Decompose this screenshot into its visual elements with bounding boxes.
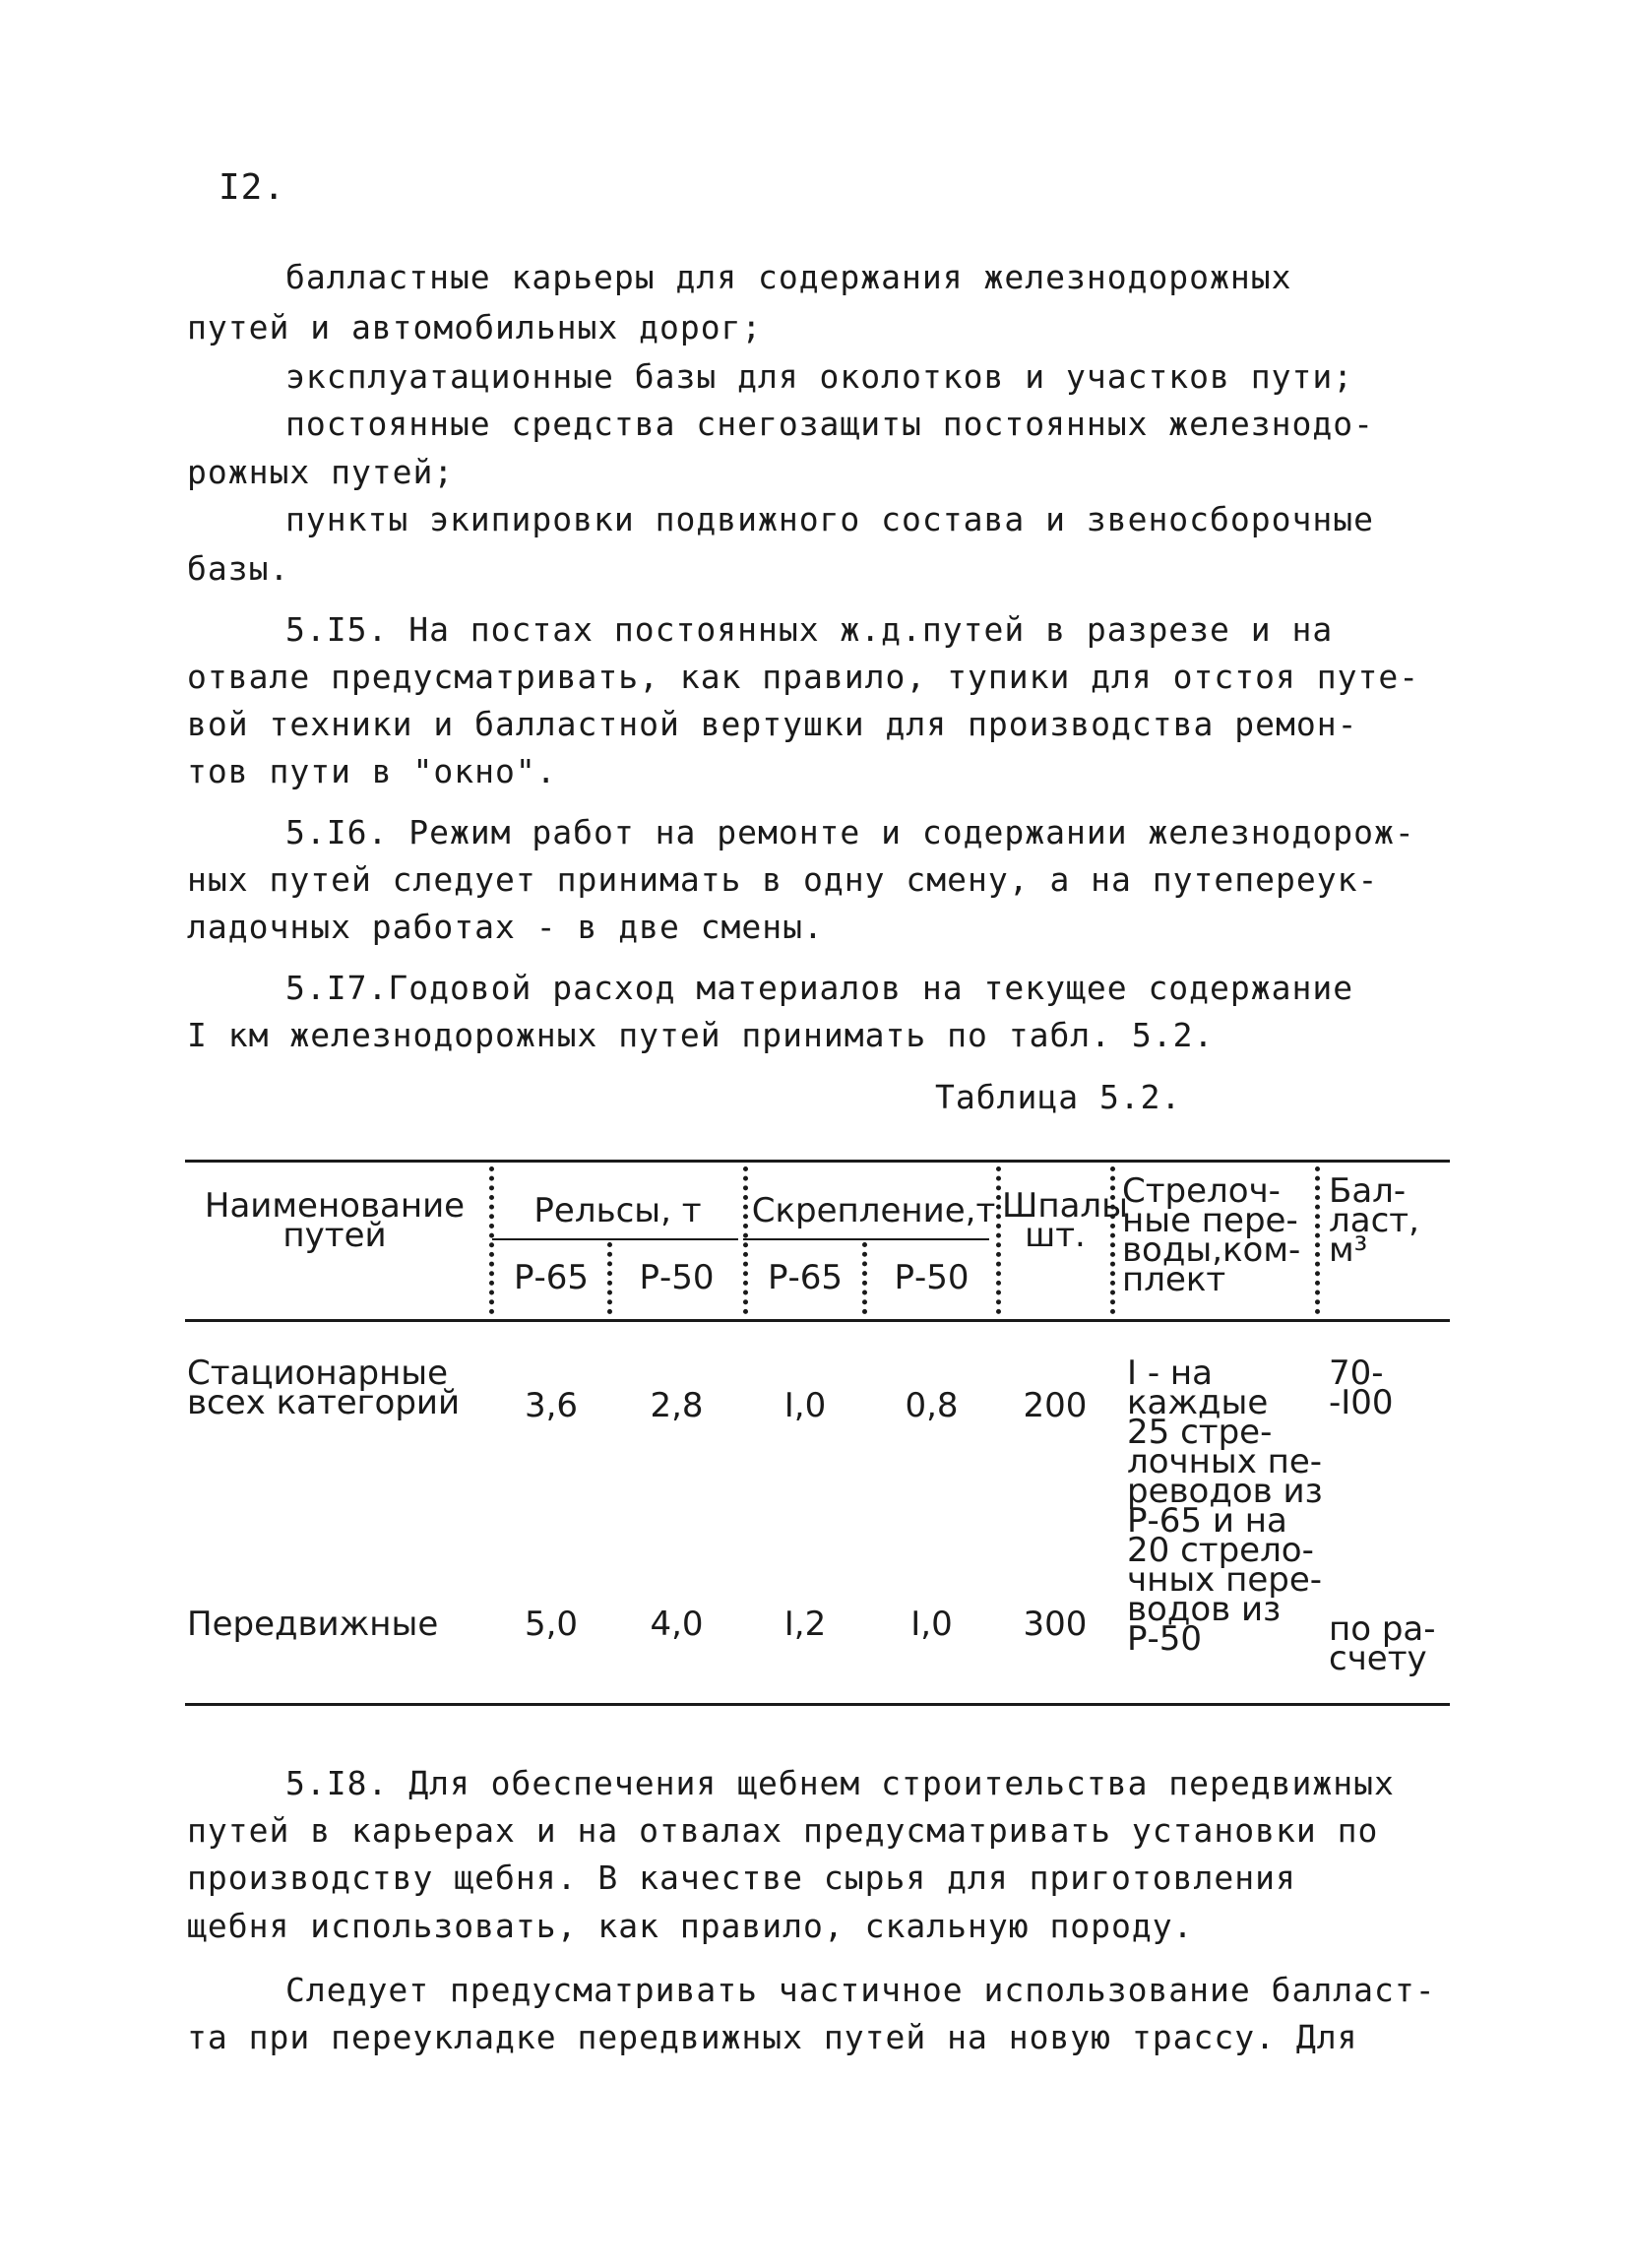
column-separator	[607, 1242, 612, 1314]
cell-fastening-r50: I,0	[910, 1605, 953, 1644]
page-number: I2.	[219, 167, 286, 208]
header-name-line: путей	[282, 1216, 387, 1255]
text-line: путей в карьерах и на отвалах предусматривать установки по	[187, 1811, 1379, 1850]
text-line: 5.I8. Для обеспечения щебнем строительства передвижных	[285, 1764, 1395, 1802]
header-sleepers-line: Шпалы	[1002, 1186, 1128, 1226]
text-line: путей и автомобильных дорог;	[187, 308, 763, 346]
cell-switches-line: 25 стре-	[1127, 1413, 1273, 1452]
cell-switches-line: Р-65 и на	[1127, 1501, 1287, 1541]
row-name: Передвижные	[187, 1605, 439, 1644]
row-name	[187, 1354, 461, 1422]
text-line: ладочных работах - в две смены.	[187, 908, 824, 946]
cell-rails-r65: 5,0	[524, 1605, 579, 1644]
text-line: 5.I7.Годовой расход материалов на текущее содержание	[285, 969, 1354, 1007]
table-header-rule	[185, 1319, 1450, 1322]
text-line: Следует предусматривать частичное использование балласт-	[285, 1971, 1436, 2009]
cell-switches-line: водов из	[1127, 1590, 1282, 1629]
table-caption: Таблица 5.2.	[935, 1078, 1182, 1116]
header-rails-r65: Р-65	[513, 1258, 590, 1297]
text-line: вой техники и балластной вертушки для производства ремон-	[187, 705, 1358, 743]
row-name-line: Стационарные	[187, 1354, 449, 1393]
cell-rails-r65: 3,6	[524, 1386, 579, 1425]
cell-switches	[1127, 1354, 1323, 1659]
header-switches	[1122, 1171, 1314, 1299]
column-separator	[489, 1166, 494, 1314]
header-switches-line: воды,ком-	[1122, 1230, 1301, 1270]
table-top-rule	[185, 1160, 1450, 1163]
text-line: базы.	[187, 549, 290, 588]
cell-ballast	[1329, 1609, 1436, 1678]
header-ballast	[1329, 1171, 1447, 1270]
text-line: отвале предусматривать, как правило, тупики для отстоя путе-	[187, 658, 1420, 696]
cell-ballast	[1329, 1354, 1394, 1422]
cell-ballast-line: счету	[1329, 1639, 1427, 1678]
header-name-line: Наименование	[204, 1186, 466, 1226]
cell-fastening-r65: I,2	[783, 1605, 827, 1644]
text-line: I км железнодорожных путей принимать по табл. 5.2.	[187, 1016, 1215, 1054]
text-line: постоянные средства снегозащиты постоянных железнодо-	[285, 405, 1374, 443]
header-sleepers-line: шт.	[1025, 1216, 1086, 1255]
header-rails: Рельсы, т	[533, 1191, 702, 1230]
text-line: та при переукладке передвижных путей на новую трассу. Для	[187, 2018, 1358, 2056]
header-rails-r50: Р-50	[639, 1258, 715, 1297]
header-ballast-line: м³	[1329, 1230, 1368, 1270]
header-sleepers	[1002, 1186, 1128, 1255]
header-fastening-r50: Р-50	[894, 1258, 970, 1297]
cell-fastening-r50: 0,8	[905, 1386, 959, 1425]
header-name	[187, 1186, 482, 1255]
table-bottom-rule	[185, 1703, 1450, 1706]
text-line: ных путей следует принимать в одну смену, а на путепереук-	[187, 860, 1379, 899]
cell-switches-line: 20 стрело-	[1127, 1531, 1314, 1570]
cell-rails-r50: 4,0	[650, 1605, 704, 1644]
rails-subheader-rule	[492, 1238, 738, 1240]
column-separator	[743, 1166, 748, 1314]
text-line: тов пути в "окно".	[187, 752, 557, 790]
cell-switches-line: лочных пе-	[1127, 1442, 1323, 1481]
header-switches-line: плект	[1122, 1260, 1226, 1299]
cell-switches-line: Р-50	[1127, 1619, 1203, 1659]
cell-switches-line: реводов из	[1127, 1472, 1323, 1511]
cell-switches-line: каждые	[1127, 1383, 1269, 1422]
column-separator	[996, 1166, 1001, 1314]
header-fastening-r65: Р-65	[767, 1258, 844, 1297]
header-fastening: Скрепление,т	[751, 1191, 996, 1230]
fastening-subheader-rule	[743, 1238, 989, 1240]
cell-fastening-r65: I,0	[783, 1386, 827, 1425]
text-line: рожных путей;	[187, 453, 455, 491]
cell-ballast-line: по ра-	[1329, 1609, 1436, 1649]
cell-switches-line: чных пере-	[1127, 1560, 1323, 1600]
text-line: балластные карьеры для содержания железнодорожных	[285, 258, 1292, 296]
cell-switches-line: I - на	[1127, 1354, 1213, 1393]
text-line: пункты экипировки подвижного состава и звеносборочные	[285, 500, 1374, 538]
cell-sleepers: 200	[1023, 1386, 1088, 1425]
column-separator	[1315, 1166, 1320, 1314]
text-line: 5.I5. На постах постоянных ж.д.путей в разрезе и на	[285, 610, 1334, 649]
column-separator	[862, 1242, 867, 1314]
header-switches-line: ные пере-	[1122, 1201, 1298, 1240]
cell-sleepers: 300	[1023, 1605, 1088, 1644]
cell-rails-r50: 2,8	[650, 1386, 704, 1425]
row-name-line: всех категорий	[187, 1383, 461, 1422]
header-ballast-line: Бал-	[1329, 1171, 1407, 1211]
cell-ballast-line: -I00	[1329, 1383, 1394, 1422]
cell-ballast-line: 70-	[1329, 1354, 1384, 1393]
text-line: производству щебня. В качестве сырья для приготовления	[187, 1858, 1296, 1897]
text-line: эксплуатационные базы для околотков и участков пути;	[285, 357, 1354, 396]
text-line: 5.I6. Режим работ на ремонте и содержании железнодорож-	[285, 813, 1415, 851]
header-ballast-line: ласт,	[1329, 1201, 1419, 1240]
header-switches-line: Стрелоч-	[1122, 1171, 1281, 1211]
text-line: щебня использовать, как правило, скальную породу.	[187, 1907, 1194, 1945]
